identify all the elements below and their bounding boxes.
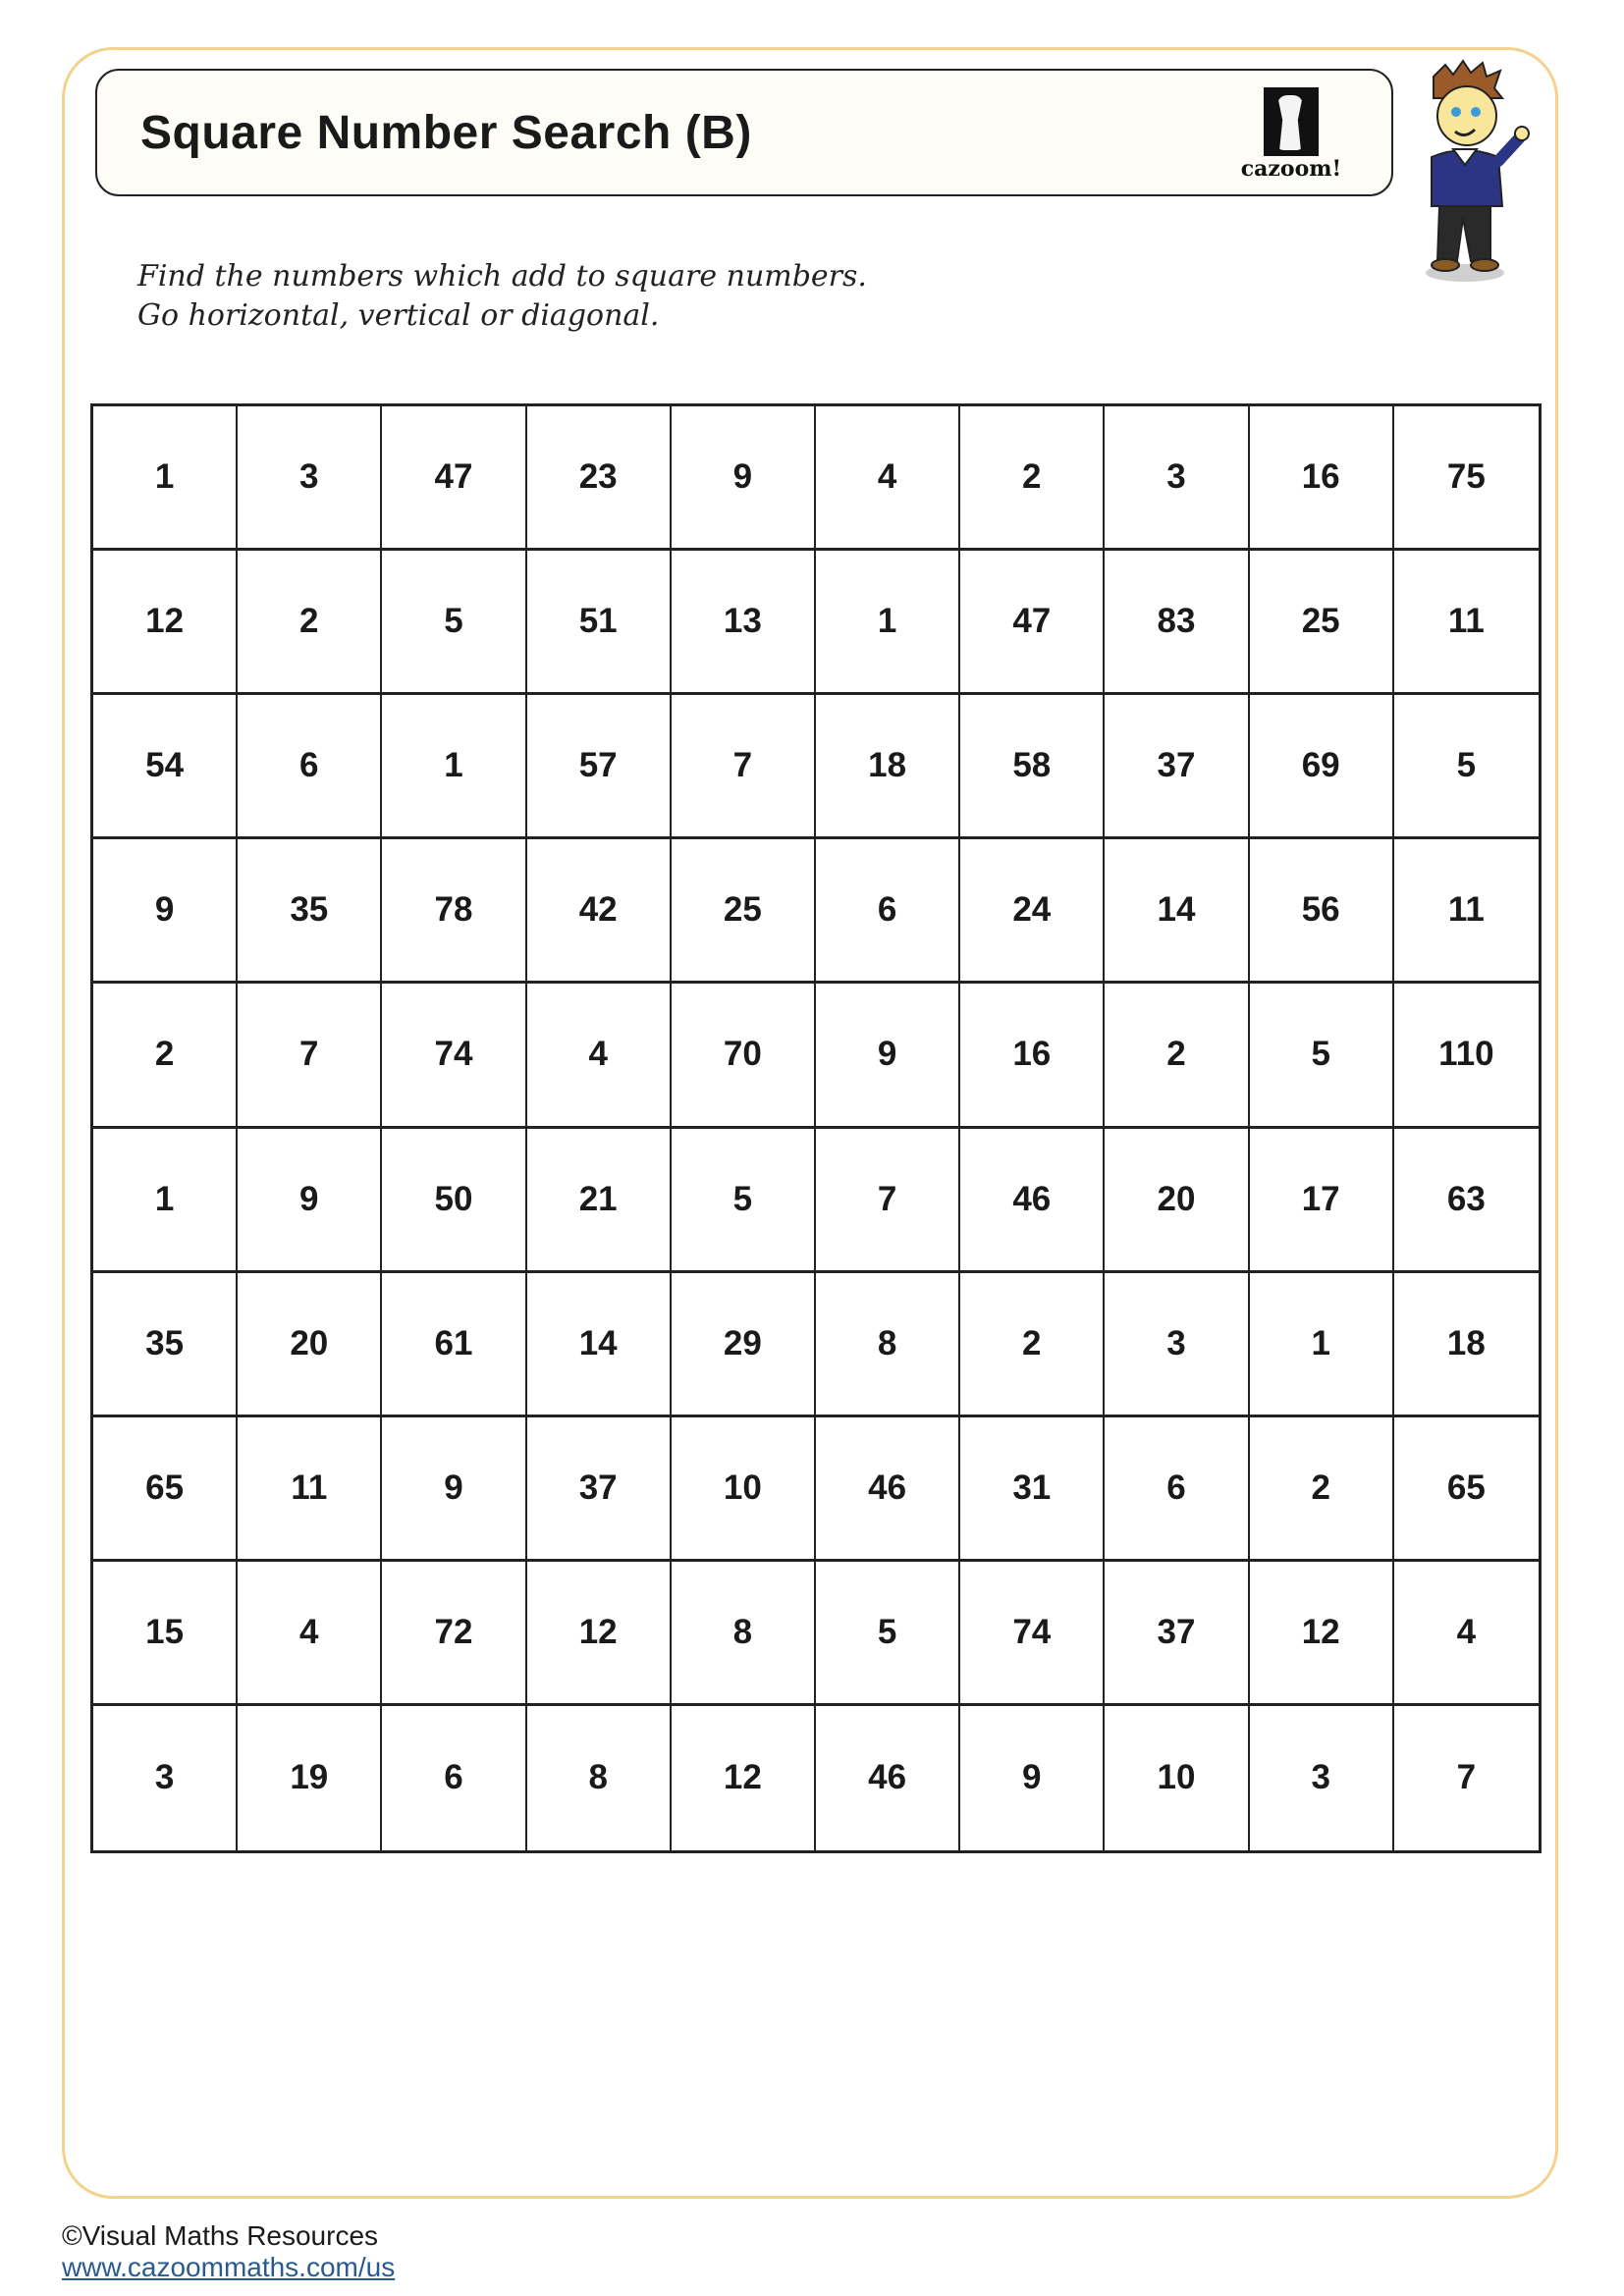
grid-cell: 20 bbox=[238, 1273, 382, 1417]
grid-cell: 37 bbox=[1105, 695, 1249, 839]
grid-cell: 24 bbox=[960, 839, 1105, 984]
grid-cell: 65 bbox=[93, 1417, 238, 1562]
grid-cell: 1 bbox=[1250, 1273, 1394, 1417]
logo-text: cazoom! bbox=[1240, 156, 1342, 182]
grid-cell: 69 bbox=[1250, 695, 1394, 839]
grid-cell: 5 bbox=[816, 1562, 960, 1706]
grid-cell: 20 bbox=[1105, 1129, 1249, 1273]
grid-cell: 9 bbox=[672, 406, 816, 551]
grid-cell: 5 bbox=[672, 1129, 816, 1273]
grid-cell: 7 bbox=[816, 1129, 960, 1273]
grid-cell: 61 bbox=[382, 1273, 526, 1417]
grid-cell: 58 bbox=[960, 695, 1105, 839]
grid-cell: 75 bbox=[1394, 406, 1539, 551]
grid-cell: 72 bbox=[382, 1562, 526, 1706]
grid-cell: 23 bbox=[527, 406, 672, 551]
instruction-line-1: Find the numbers which add to square numbers. bbox=[137, 259, 867, 294]
grid-cell: 25 bbox=[672, 839, 816, 984]
grid-cell: 4 bbox=[1394, 1562, 1539, 1706]
grid-cell: 3 bbox=[1250, 1706, 1394, 1850]
grid-cell: 1 bbox=[816, 551, 960, 695]
copyright-text: ©Visual Maths Resources bbox=[62, 2220, 379, 2251]
grid-cell: 6 bbox=[238, 695, 382, 839]
grid-cell: 12 bbox=[1250, 1562, 1394, 1706]
grid-cell: 19 bbox=[238, 1706, 382, 1850]
grid-cell: 14 bbox=[527, 1273, 672, 1417]
grid-cell: 8 bbox=[672, 1562, 816, 1706]
title-box bbox=[95, 69, 1393, 196]
grid-cell: 35 bbox=[93, 1273, 238, 1417]
grid-cell: 11 bbox=[1394, 839, 1539, 984]
grid-cell: 54 bbox=[93, 695, 238, 839]
grid-cell: 50 bbox=[382, 1129, 526, 1273]
grid-cell: 63 bbox=[1394, 1129, 1539, 1273]
grid-cell: 31 bbox=[960, 1417, 1105, 1562]
grid-cell: 7 bbox=[1456, 1758, 1477, 1797]
grid-cell: 74 bbox=[960, 1562, 1105, 1706]
instructions bbox=[137, 257, 867, 336]
website-link[interactable]: www.cazoommaths.com/us bbox=[62, 2252, 396, 2282]
grid-cell: 12 bbox=[527, 1562, 672, 1706]
grid-cell: 7 bbox=[672, 695, 816, 839]
grid-cell: 47 bbox=[382, 406, 526, 551]
grid-cell: 65 bbox=[1394, 1417, 1539, 1562]
grid-cell: 6 bbox=[816, 839, 960, 984]
grid-cell: 9 bbox=[93, 839, 238, 984]
grid-cell: 51 bbox=[527, 551, 672, 695]
grid-cell: 2 bbox=[960, 406, 1105, 551]
grid-cell: 42 bbox=[527, 839, 672, 984]
grid-cell: 5 bbox=[1394, 695, 1539, 839]
grid-cell: 3 bbox=[1105, 406, 1249, 551]
grid-cell: 11 bbox=[1394, 551, 1539, 695]
grid-cell: 46 bbox=[960, 1129, 1105, 1273]
grid-cell: 57 bbox=[527, 695, 672, 839]
grid-cell: 4 bbox=[527, 984, 672, 1128]
grid-cell: 46 bbox=[816, 1417, 960, 1562]
grid-cell: 8 bbox=[816, 1273, 960, 1417]
grid-cell: 16 bbox=[960, 984, 1105, 1128]
grid-cell: 5 bbox=[1250, 984, 1394, 1128]
footer bbox=[62, 2220, 395, 2283]
grid-cell: 5 bbox=[382, 551, 526, 695]
grid-cell: 56 bbox=[1250, 839, 1394, 984]
grid-cell: 110 bbox=[1394, 984, 1539, 1128]
grid-cell: 9 bbox=[238, 1129, 382, 1273]
grid-cell: 83 bbox=[1105, 551, 1249, 695]
grid-cell: 14 bbox=[1105, 839, 1249, 984]
cazoom-logo bbox=[1232, 83, 1350, 182]
grid-cell: 1 bbox=[93, 1129, 238, 1273]
grid-cell: 35 bbox=[238, 839, 382, 984]
grid-cell: 25 bbox=[1250, 551, 1394, 695]
grid-cell: 17 bbox=[1250, 1129, 1394, 1273]
grid-cell: 9 bbox=[960, 1706, 1105, 1850]
grid-cell: 3 bbox=[93, 1706, 238, 1850]
grid-cell: 2 bbox=[1105, 984, 1249, 1128]
grid-cell: 10 bbox=[1105, 1706, 1249, 1850]
grid-cell: 13 bbox=[672, 551, 816, 695]
grid-cell: 2 bbox=[960, 1273, 1105, 1417]
grid-cell: 29 bbox=[672, 1273, 816, 1417]
grid-cell: 18 bbox=[1394, 1273, 1539, 1417]
grid-cell: 2 bbox=[238, 551, 382, 695]
grid-cell: 70 bbox=[672, 984, 816, 1128]
grid-cell: 6 bbox=[1105, 1417, 1249, 1562]
grid-cell: 21 bbox=[527, 1129, 672, 1273]
grid-cell: 78 bbox=[382, 839, 526, 984]
grid-cell: 4 bbox=[816, 406, 960, 551]
grid-cell: 12 bbox=[93, 551, 238, 695]
grid-cell: 9 bbox=[382, 1417, 526, 1562]
grid-cell: 3 bbox=[1105, 1273, 1249, 1417]
grid-cell: 4 bbox=[238, 1562, 382, 1706]
grid-cell: 46 bbox=[816, 1706, 960, 1850]
grid-cell: 37 bbox=[1105, 1562, 1249, 1706]
grid-cell: 37 bbox=[527, 1417, 672, 1562]
grid-cell: 15 bbox=[93, 1562, 238, 1706]
grid-cell: 1 bbox=[93, 406, 238, 551]
grid-cell: 3 bbox=[238, 406, 382, 551]
grid-cell: 2 bbox=[93, 984, 238, 1128]
grid-cell: 10 bbox=[672, 1417, 816, 1562]
instruction-line-2: Go horizontal, vertical or diagonal. bbox=[137, 298, 660, 333]
number-grid bbox=[90, 403, 1542, 1853]
grid-cell: 12 bbox=[672, 1706, 816, 1850]
grid-cell: 47 bbox=[960, 551, 1105, 695]
grid-cell: 1 bbox=[382, 695, 526, 839]
page-title: Square Number Search (B) bbox=[140, 107, 752, 159]
grid-cell: 8 bbox=[527, 1706, 672, 1850]
grid-cell: 7 bbox=[238, 984, 382, 1128]
grid-cell: 9 bbox=[816, 984, 960, 1128]
grid-cell: 74 bbox=[382, 984, 526, 1128]
grid-cell: 16 bbox=[1250, 406, 1394, 551]
drum-icon bbox=[1264, 87, 1319, 156]
grid-cell: 2 bbox=[1250, 1417, 1394, 1562]
grid-cell: 18 bbox=[816, 695, 960, 839]
mascot-icon bbox=[1404, 59, 1532, 285]
grid-cell: 6 bbox=[382, 1706, 526, 1850]
grid-cell: 11 bbox=[238, 1417, 382, 1562]
